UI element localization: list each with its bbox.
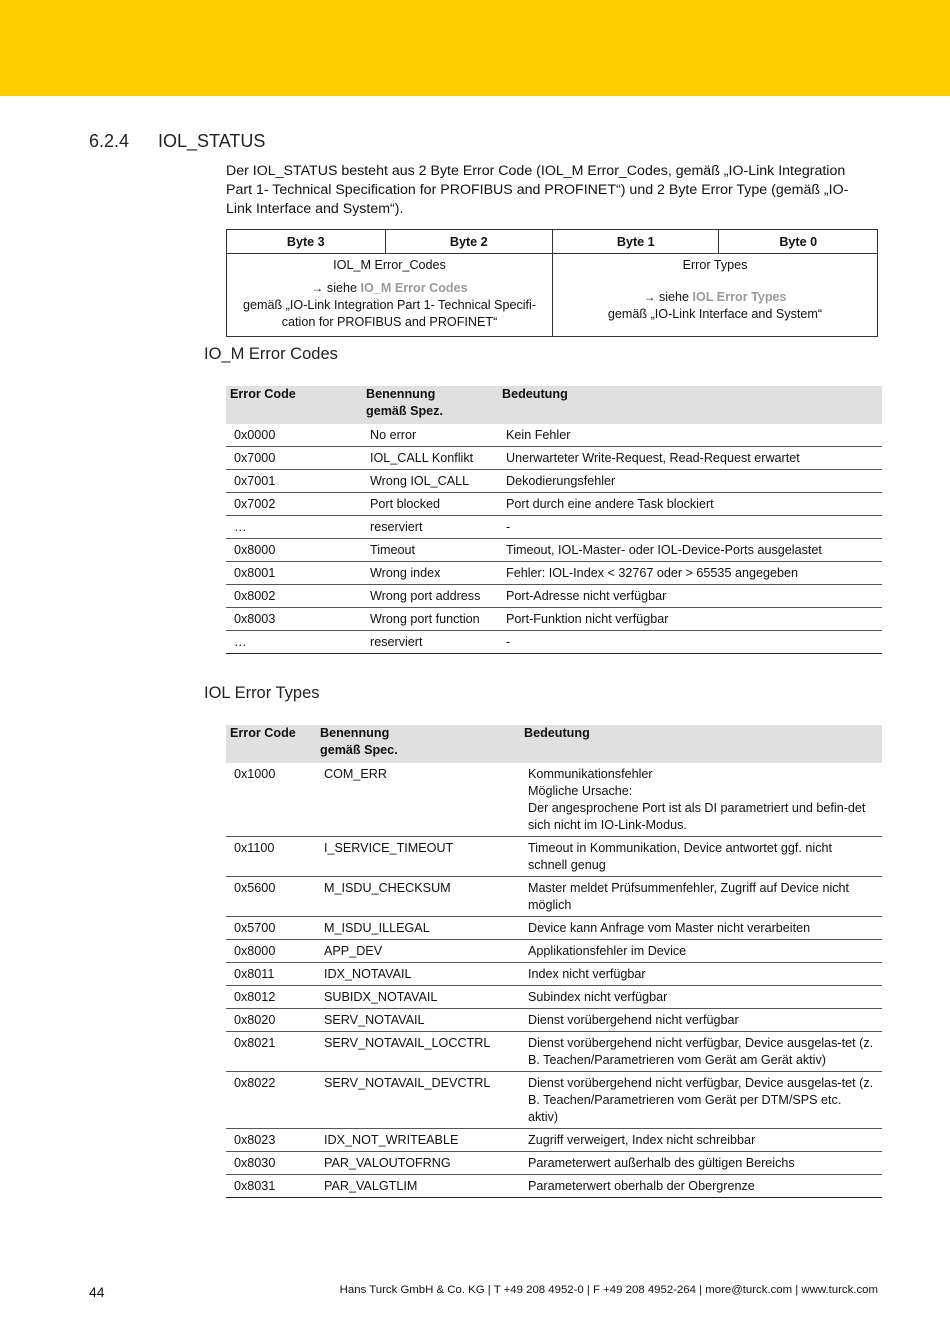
name-cell: Wrong index: [362, 562, 498, 585]
column-header: Error Code: [226, 725, 316, 763]
meaning-cell: Kein Fehler: [498, 424, 882, 447]
name-cell: IDX_NOTAVAIL: [316, 963, 520, 986]
name-cell: APP_DEV: [316, 940, 520, 963]
byte-header: Byte 2: [385, 230, 553, 254]
error-codes-table: [226, 386, 882, 654]
table-row: [226, 447, 882, 470]
error-code-cell: 0x5600: [226, 877, 316, 917]
byte-header: Byte 3: [227, 230, 386, 254]
error-code-cell: 0x8002: [226, 585, 362, 608]
table-row: [226, 917, 882, 940]
byte-header: Byte 1: [553, 230, 719, 254]
meaning-cell: Dekodierungsfehler: [498, 470, 882, 493]
error-code-cell: 0x8021: [226, 1032, 316, 1072]
meaning-cell: Parameterwert außerhalb des gültigen Bereichs: [520, 1152, 882, 1175]
meaning-cell: Port-Adresse nicht verfügbar: [498, 585, 882, 608]
meaning-cell: -: [498, 631, 882, 654]
error-code-cell: 0x1100: [226, 837, 316, 877]
column-header: Bedeutung: [520, 725, 882, 763]
error-code-cell: [227, 254, 553, 337]
table-row: [226, 562, 882, 585]
error-code-cell: 0x5700: [226, 917, 316, 940]
table-row: [226, 470, 882, 493]
name-cell: IDX_NOT_WRITEABLE: [316, 1129, 520, 1152]
table-row: [226, 1129, 882, 1152]
error-code-cell: 0x8023: [226, 1129, 316, 1152]
error-code-cell: …: [226, 631, 362, 654]
error-types-table: [226, 725, 882, 1198]
name-cell: I_SERVICE_TIMEOUT: [316, 837, 520, 877]
column-header: [362, 386, 498, 424]
table-row: [226, 940, 882, 963]
error-code-cell: …: [226, 516, 362, 539]
column-header-label: Benennung gemäß Spez.: [366, 387, 443, 418]
spec-reference: gemäß „IO-Link Integration Part 1- Technical Specifi-cation for PROFIBUS and PROFINET“: [242, 298, 537, 329]
meaning-cell: Index nicht verfügbar: [520, 963, 882, 986]
error-code-cell: 0x8003: [226, 608, 362, 631]
page-number: 44: [89, 1284, 105, 1300]
byte-layout-table: [226, 229, 878, 337]
table-row: [226, 1175, 882, 1198]
error-code-cell: 0x8030: [226, 1152, 316, 1175]
meaning-cell: Zugriff verweigert, Index nicht schreibbar: [520, 1129, 882, 1152]
error-code-cell: 0x7000: [226, 447, 362, 470]
error-code-cell: 0x7002: [226, 493, 362, 516]
meaning-cell: -: [498, 516, 882, 539]
meaning-cell: Dienst vorübergehend nicht verfügbar, Device ausgelas-tet (z. B. Teachen/Parametrieren vom Gerät am Gerät aktiv): [520, 1032, 882, 1072]
meaning-cell: Dienst vorübergehend nicht verfügbar, Device ausgelas-tet (z. B. Teachen/Parametrieren vom Gerät per DTM/SPS etc. aktiv): [520, 1072, 882, 1129]
column-header: Error Code: [226, 386, 362, 424]
error-code-cell: 0x1000: [226, 763, 316, 837]
error-types-body: [226, 763, 882, 1198]
name-cell: Port blocked: [362, 493, 498, 516]
table-row: [226, 493, 882, 516]
meaning-cell: Timeout, IOL-Master- oder IOL-Device-Ports ausgelastet: [498, 539, 882, 562]
error-code-cell: 0x8012: [226, 986, 316, 1009]
arrow-right-icon: →: [311, 281, 324, 295]
table-row: [226, 608, 882, 631]
table-row: [226, 963, 882, 986]
table-row: [226, 1032, 882, 1072]
meaning-cell: Dienst vorübergehend nicht verfügbar: [520, 1009, 882, 1032]
error-code-cell: 0x8022: [226, 1072, 316, 1129]
table-row: [226, 539, 882, 562]
name-cell: M_ISDU_ILLEGAL: [316, 917, 520, 940]
footer-contact: Hans Turck GmbH & Co. KG | T +49 208 4952-0 | F +49 208 4952-264 | more@turck.com | www.turck.com: [339, 1284, 878, 1296]
name-cell: Wrong IOL_CALL: [362, 470, 498, 493]
error-codes-title: IOL_M Error_Codes: [333, 258, 446, 272]
name-cell: IOL_CALL Konflikt: [362, 447, 498, 470]
name-cell: SERV_NOTAVAIL: [316, 1009, 520, 1032]
table-row: [226, 986, 882, 1009]
meaning-cell: Timeout in Kommunikation, Device antwortet ggf. nicht schnell genug: [520, 837, 882, 877]
meaning-cell: Device kann Anfrage vom Master nicht verarbeiten: [520, 917, 882, 940]
error-code-cell: 0x8011: [226, 963, 316, 986]
error-code-cell: 0x8000: [226, 539, 362, 562]
error-codes-heading: IO_M Error Codes: [204, 345, 338, 363]
name-cell: reserviert: [362, 516, 498, 539]
table-row: [226, 631, 882, 654]
error-types-title: Error Types: [682, 258, 748, 272]
name-cell: Wrong port function: [362, 608, 498, 631]
name-cell: SUBIDX_NOTAVAIL: [316, 986, 520, 1009]
name-cell: No error: [362, 424, 498, 447]
name-cell: Timeout: [362, 539, 498, 562]
table-row: [226, 1009, 882, 1032]
table-row: [226, 1072, 882, 1129]
error-code-cell: 0x8001: [226, 562, 362, 585]
table-row: [226, 585, 882, 608]
name-cell: reserviert: [362, 631, 498, 654]
name-cell: SERV_NOTAVAIL_DEVCTRL: [316, 1072, 520, 1129]
meaning-cell: Port-Funktion nicht verfügbar: [498, 608, 882, 631]
meaning-cell: Fehler: IOL-Index < 32767 oder > 65535 angegeben: [498, 562, 882, 585]
io-m-error-codes-link[interactable]: IO_M Error Codes: [360, 281, 468, 295]
see-label: siehe: [326, 281, 358, 295]
table-row: [226, 837, 882, 877]
error-code-cell: 0x8020: [226, 1009, 316, 1032]
error-codes-body: [226, 424, 882, 654]
meaning-cell: Master meldet Prüfsummenfehler, Zugriff auf Device nicht möglich: [520, 877, 882, 917]
name-cell: COM_ERR: [316, 763, 520, 837]
error-code-cell: 0x7001: [226, 470, 362, 493]
error-code-cell: 0x8031: [226, 1175, 316, 1198]
column-header: [316, 725, 520, 763]
intro-paragraph: Der IOL_STATUS besteht aus 2 Byte Error Code (IOL_M Error_Codes, gemäß „IO-Link Integration Part 1- Technical Specification for PROFIBUS and PROFINET“) und 2 Byte Error Type (gemäß „IO-Link Interface and System“).: [226, 163, 849, 217]
name-cell: PAR_VALOUTOFRNG: [316, 1152, 520, 1175]
byte-header: Byte 0: [719, 230, 878, 254]
name-cell: SERV_NOTAVAIL_LOCCTRL: [316, 1032, 520, 1072]
name-cell: PAR_VALGTLIM: [316, 1175, 520, 1198]
iol-error-types-link[interactable]: IOL Error Types: [692, 290, 787, 304]
meaning-cell: Port durch eine andere Task blockiert: [498, 493, 882, 516]
meaning-cell: Unerwarteter Write-Request, Read-Request erwartet: [498, 447, 882, 470]
table-row: [226, 1152, 882, 1175]
see-label: siehe: [658, 290, 690, 304]
name-cell: Wrong port address: [362, 585, 498, 608]
column-header: Bedeutung: [498, 386, 882, 424]
table-row: [226, 763, 882, 837]
meaning-cell: Subindex nicht verfügbar: [520, 986, 882, 1009]
error-code-cell: 0x0000: [226, 424, 362, 447]
section-title: IOL_STATUS: [158, 131, 266, 151]
name-cell: M_ISDU_CHECKSUM: [316, 877, 520, 917]
meaning-cell: Applikationsfehler im Device: [520, 940, 882, 963]
brand-header-bar: [0, 0, 950, 96]
error-types-heading: IOL Error Types: [204, 684, 320, 702]
error-code-cell: 0x8000: [226, 940, 316, 963]
meaning-cell: Kommunikationsfehler Mögliche Ursache: Der angesprochene Port ist als DI parametriert und befin-det sich nicht im IO-Link-Modus.: [520, 763, 882, 837]
arrow-right-icon: →: [643, 290, 656, 304]
column-header-label: Benennung gemäß Spec.: [320, 726, 398, 757]
table-row: [226, 424, 882, 447]
meaning-cell: Parameterwert oberhalb der Obergrenze: [520, 1175, 882, 1198]
spec-reference: gemäß „IO-Link Interface and System“: [607, 307, 823, 321]
table-row: [226, 877, 882, 917]
table-row: [226, 516, 882, 539]
error-type-cell: [553, 254, 878, 337]
section-number: 6.2.4: [89, 131, 130, 151]
